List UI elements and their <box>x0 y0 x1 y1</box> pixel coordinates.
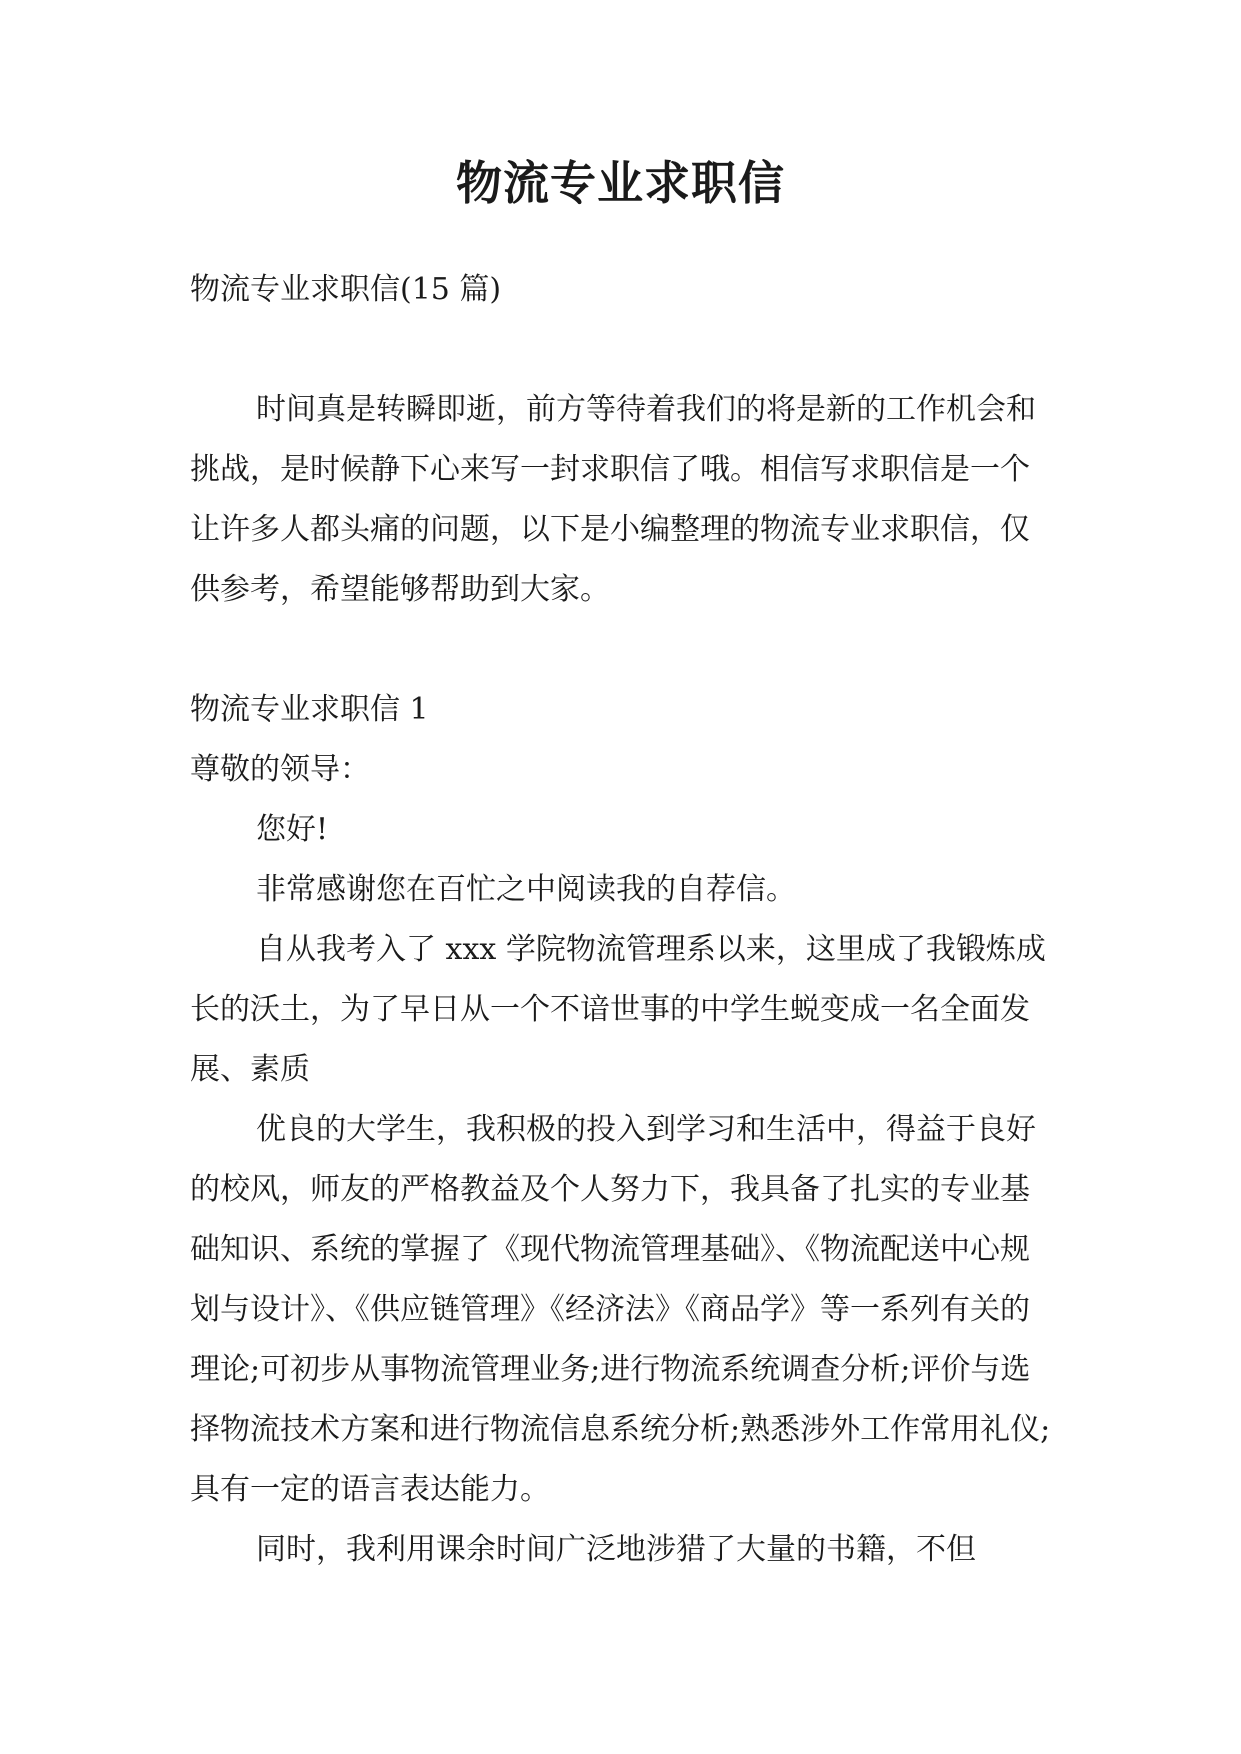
letter-heading: 物流专业求职信 1 <box>190 692 429 727</box>
letter-paragraph: 自从我考入了 xxx 学院物流管理系以来，这里成了我锻炼成长的沃土，为了早日从一个不谙世事的中学生蜕变成一名全面发展、素质 <box>190 932 1046 1087</box>
letter-salutation: 尊敬的领导： <box>190 752 370 787</box>
letter-paragraph: 同时，我利用课余时间广泛地涉猎了大量的书籍，不但 <box>256 1532 976 1567</box>
letter-paragraph: 优良的大学生，我积极的投入到学习和生活中，得益于良好的校风，师友的严格教益及个人努力下，我具备了扎实的专业基础知识、系统的掌握了《现代物流管理基础》、《物流配送中心规划与设计》、《供应链管理》《经济法》《商品学》等一系列有关的理论;可初步从事物流管理业务;进行物流系统调查分析;评价与选择物流技术方案和进行物流信息系统分析;熟悉涉外工作常用礼仪;具有一定的语言表达能力。 <box>190 1112 1051 1507</box>
intro-paragraph: 时间真是转瞬即逝，前方等待着我们的将是新的工作机会和挑战，是时候静下心来写一封求职信了哦。相信写求职信是一个让许多人都头痛的问题，以下是小编整理的物流专业求职信，仅供参考，希望能够帮助到大家。 <box>190 392 1036 607</box>
document-title: 物流专业求职信 <box>456 156 785 210</box>
document-body <box>190 260 1052 1580</box>
letter-paragraph: 非常感谢您在百忙之中阅读我的自荐信。 <box>256 872 796 907</box>
letter-greeting: 您好! <box>256 812 329 847</box>
document-subtitle: 物流专业求职信(15 篇) <box>190 272 502 307</box>
